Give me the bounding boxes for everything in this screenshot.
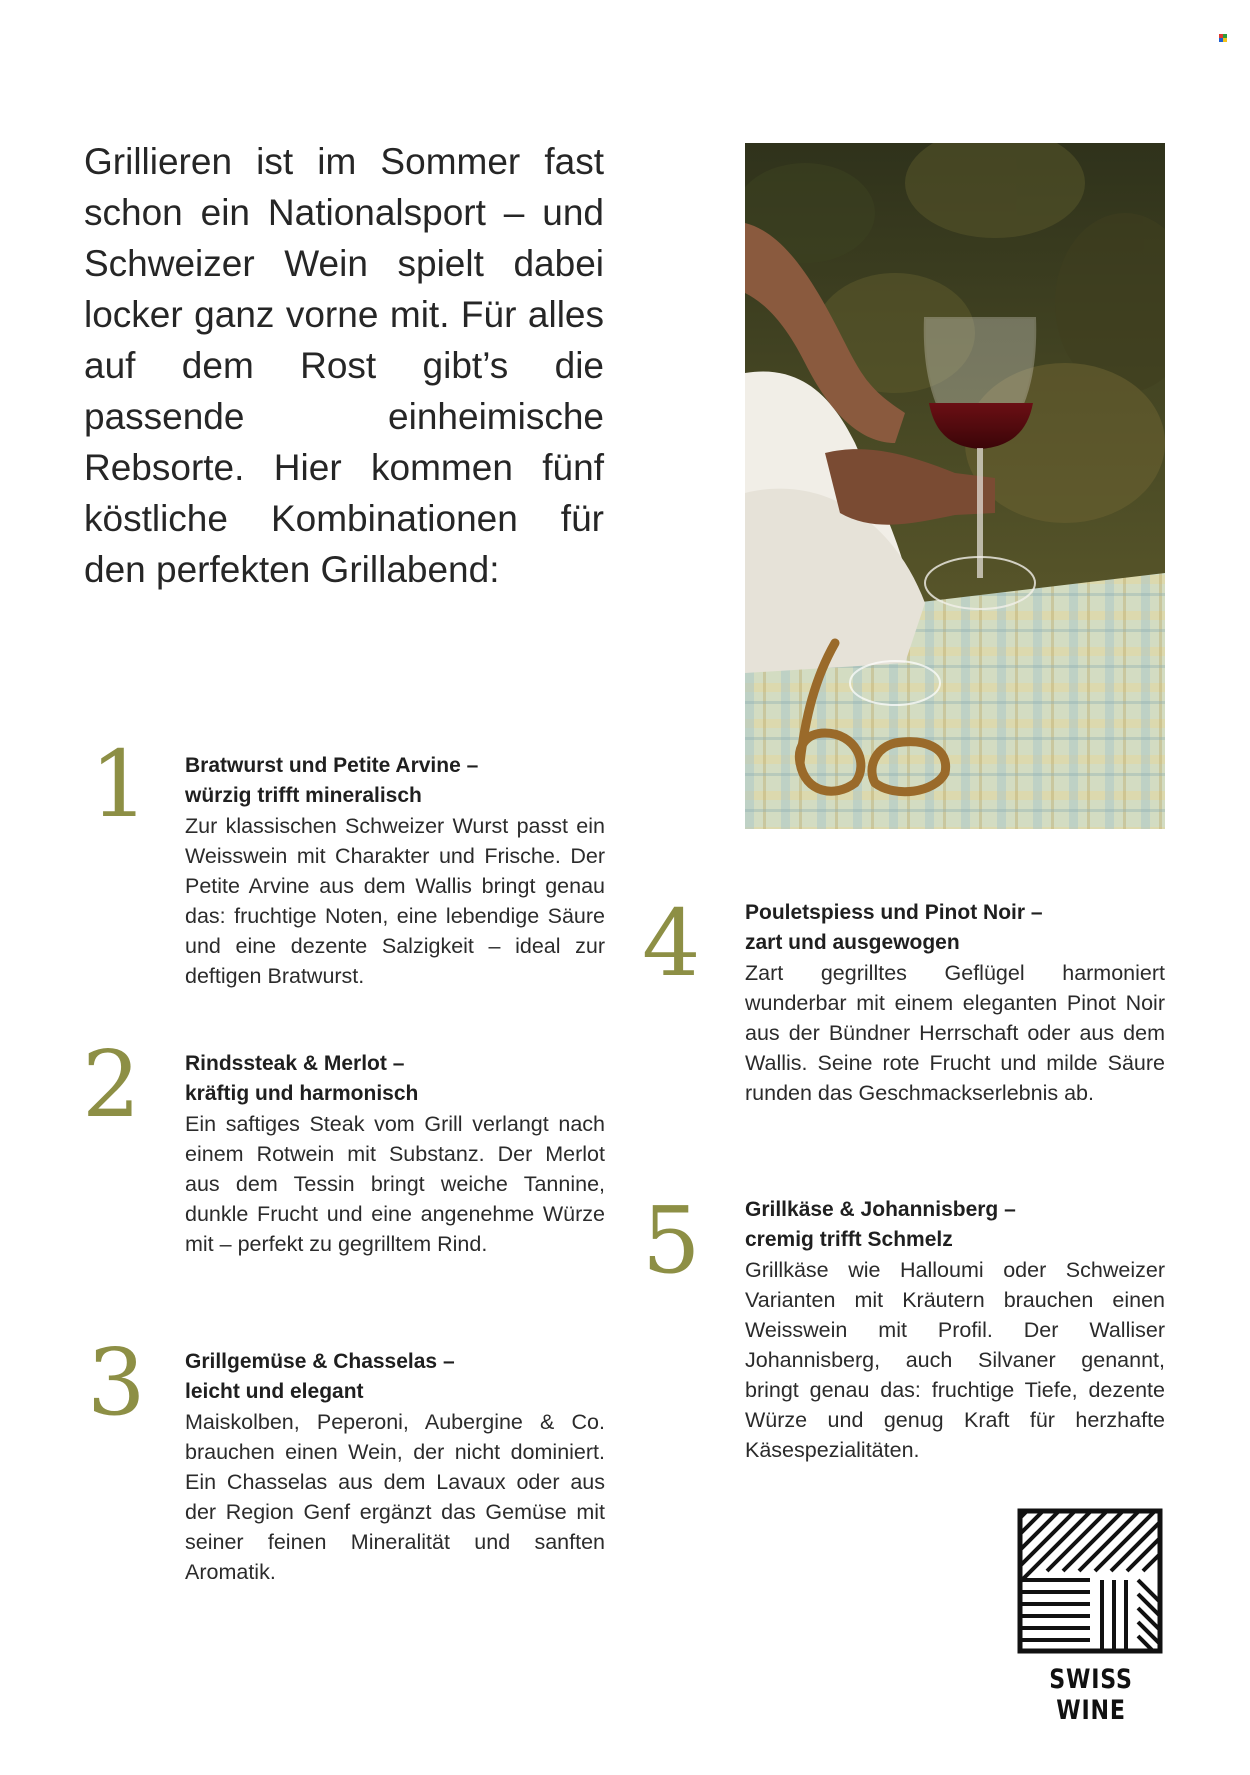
wine-glass-photo	[745, 143, 1165, 829]
pairing-4	[642, 890, 1165, 1108]
swiss-wine-logo-text: SWISS WINE	[1049, 1664, 1133, 1726]
pairing-title-line1: Pouletspiess und Pinot Noir –	[745, 901, 1043, 924]
pairing-title-5	[745, 1195, 1165, 1255]
pairing-1	[90, 731, 605, 991]
pairing-title-line1: Bratwurst und Petite Arvine –	[185, 754, 479, 777]
pairing-title-line2: würzig trifft mineralisch	[185, 784, 422, 807]
pairing-number-1: 1	[90, 731, 149, 838]
pairing-title-line1: Rindssteak & Merlot –	[185, 1052, 405, 1075]
swiss-wine-logo	[1017, 1508, 1165, 1726]
pairing-2	[82, 1031, 605, 1259]
swiss-wine-logo-icon	[1017, 1508, 1163, 1654]
pairing-text-4: Zart gegrilltes Geflügel harmoniert wunderbar mit einem eleganten Pinot Noir aus der Bündner Herrschaft oder aus dem Wallis. Seine rote Frucht und milde Säure runden das Geschmackserlebnis ab.	[745, 961, 1165, 1105]
pairing-title-line2: leicht und elegant	[185, 1380, 364, 1403]
pairing-title-line1: Grillgemüse & Chasselas –	[185, 1350, 455, 1373]
pairing-title-line2: kräftig und harmonisch	[185, 1082, 419, 1105]
intro-paragraph: Grillieren ist im Sommer fast schon ein Nationalsport – und Schweizer Wein spielt dabei locker ganz vorne mit. Für alles auf dem Rost gibt’s die passende einheimische Rebsorte. Hier kommen fünf köstliche Kombinationen für den perfekten Grillabend:	[84, 141, 604, 590]
pairing-number-5: 5	[642, 1187, 701, 1294]
pairing-text-2: Ein saftiges Steak vom Grill verlangt nach einem Rotwein mit Substanz. Der Merlot aus dem Tessin bringt weiche Tannine, dunkle Frucht und eine angenehme Würze mit – perfekt zu gegrilltem Rind.	[185, 1112, 605, 1256]
color-marker-icon	[1219, 34, 1227, 42]
pairing-title-line2: zart und ausgewogen	[745, 931, 960, 954]
pairing-5	[642, 1187, 1165, 1465]
pairing-number-4: 4	[642, 890, 701, 997]
pairing-text-5: Grillkäse wie Halloumi oder Schweizer Varianten mit Kräutern brauchen einen Weisswein mit Profil. Der Walliser Johannisberg, auch Silvaner genannt, bringt genau das: fruchtige Tiefe, dezente Würze und genug Kraft für herzhafte Käsespezialitäten.	[745, 1258, 1165, 1462]
pairing-3	[87, 1329, 605, 1587]
pairing-title-2	[185, 1049, 605, 1109]
pairing-title-3	[185, 1347, 605, 1407]
pairing-text-3: Maiskolben, Peperoni, Aubergine & Co. brauchen einen Wein, der nicht dominiert. Ein Chasselas aus dem Lavaux oder aus der Region Genf ergänzt das Gemüse mit seiner feinen Mineralität und sanften Aromatik.	[185, 1410, 605, 1584]
pairing-number-3: 3	[87, 1329, 146, 1436]
pairing-title-4	[745, 898, 1165, 958]
pairing-text-1: Zur klassischen Schweizer Wurst passt ein Weisswein mit Charakter und Frische. Der Petite Arvine aus dem Wallis bringt genau das: fruchtige Noten, eine lebendige Säure und eine dezente Salzigkeit – ideal zur deftigen Bratwurst.	[185, 814, 605, 988]
pairing-number-2: 2	[82, 1031, 141, 1138]
pairing-title-line1: Grillkäse & Johannisberg –	[745, 1198, 1016, 1221]
pairing-title-1	[185, 751, 605, 811]
pairing-title-line2: cremig trifft Schmelz	[745, 1228, 953, 1251]
